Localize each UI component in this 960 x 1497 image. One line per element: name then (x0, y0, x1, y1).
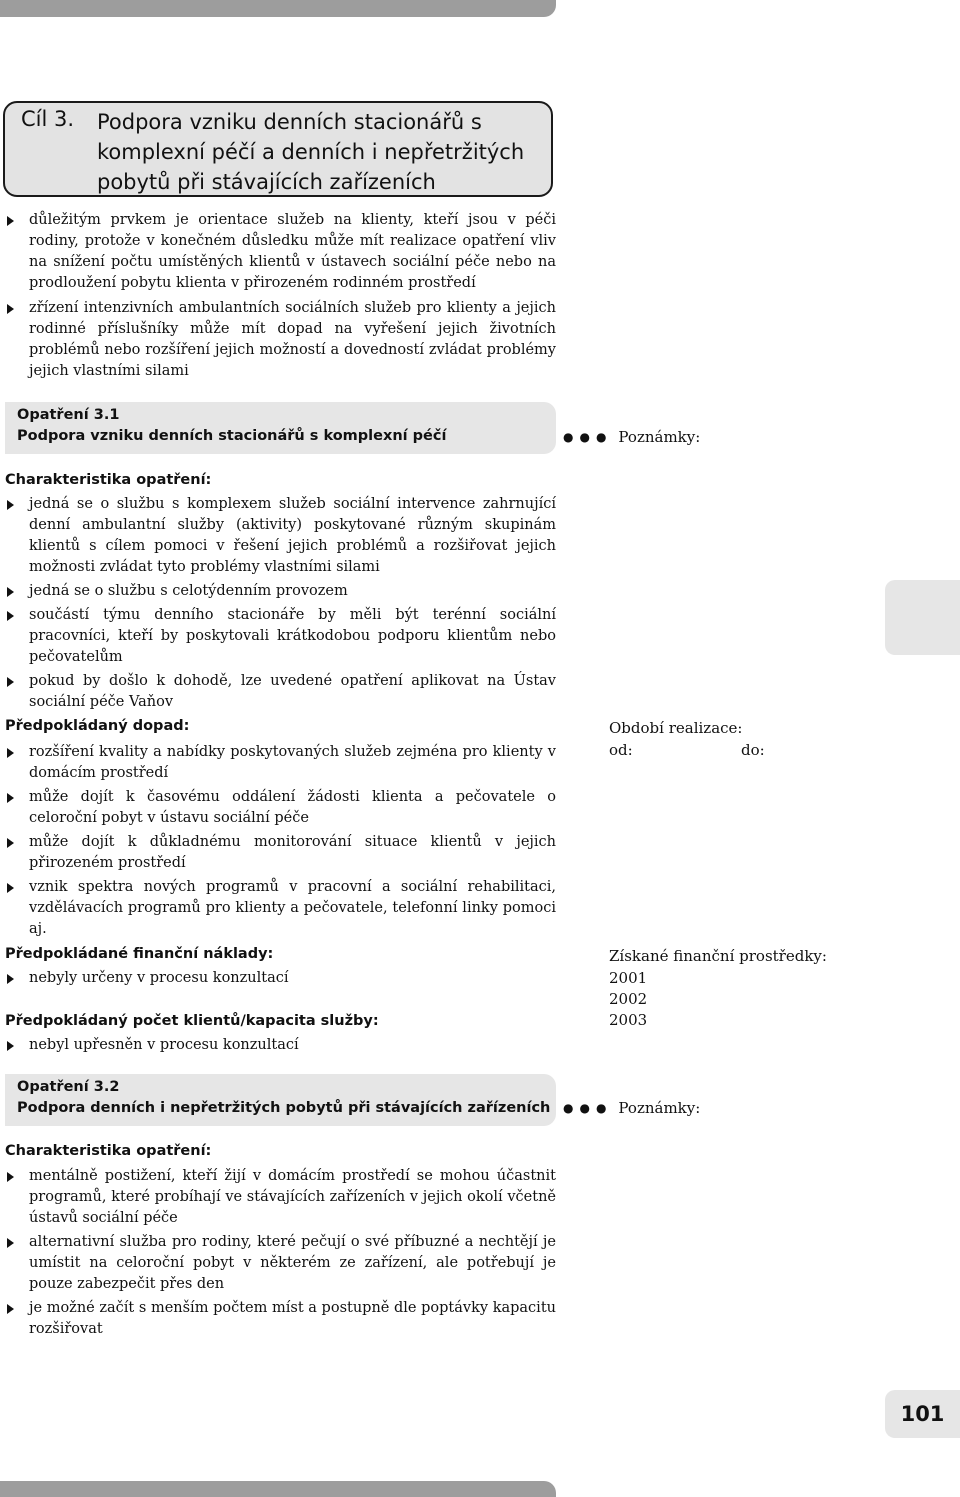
bullet-arrow-icon (7, 974, 14, 984)
bullet-arrow-icon (7, 1238, 14, 1248)
to-label: do: (741, 741, 765, 759)
list-item: nebyly určeny v procesu konzultací (5, 968, 556, 989)
year-2002: 2002 (609, 990, 648, 1008)
bullet-arrow-icon (7, 748, 14, 758)
period-label: Období realizace: (609, 719, 743, 737)
funds-label: Získané finanční prostředky: (609, 947, 827, 965)
bullet-arrow-icon (7, 587, 14, 597)
year-2003: 2003 (609, 1011, 648, 1029)
measure-number: Opatření 3.1 (17, 407, 120, 423)
measure-3-2-header (5, 1074, 556, 1126)
notes-label-2: ●●● Poznámky: (563, 1099, 701, 1117)
dots-icon: ●●● (563, 430, 613, 444)
measure-title: Podpora denních i nepřetržitých pobytů při stávajících zařízeních (17, 1100, 551, 1116)
bullet-arrow-icon (7, 304, 14, 314)
intro-bullet-list (5, 210, 556, 382)
bullet-arrow-icon (7, 216, 14, 226)
list-item: rozšíření kvality a nabídky poskytovaných služeb zejména pro klienty v domácím prostředí (5, 742, 556, 784)
top-decor-bar (0, 0, 556, 17)
bullet-arrow-icon (7, 1304, 14, 1314)
list-item: mentálně postižení, kteří žijí v domácím prostředí se mohou účastnit programů, které probíhají ve stávajících zařízeních v jejich okolí včetně ústavů sociální péče (5, 1166, 556, 1229)
bullet-arrow-icon (7, 611, 14, 621)
goal-label: Cíl 3. (21, 107, 75, 131)
list-item: může dojít k důkladnému monitorování situace klientů v jejich přirozeném prostředí (5, 832, 556, 874)
clients-list (5, 1035, 556, 1056)
clients-heading: Předpokládaný počet klientů/kapacita služby: (5, 1013, 379, 1029)
characteristics-heading: Charakteristika opatření: (5, 1143, 212, 1159)
list-item: vznik spektra nových programů v pracovní a sociální rehabilitaci, vzdělávacích programů pro klienty a pečovatele, telefonní linky pomoci aj. (5, 877, 556, 940)
bullet-arrow-icon (7, 838, 14, 848)
page-number: 101 (885, 1390, 960, 1438)
bullet-arrow-icon (7, 500, 14, 510)
list-item: jedná se o službu s komplexem služeb sociální intervence zahrnující denní ambulantní služby (aktivity) poskytované různým skupinám klientů s cílem pomoci v řešení jejich problémů a rozšiřovat jejich možnosti zvládat tyto problémy vlastními silami (5, 494, 556, 578)
bullet-arrow-icon (7, 793, 14, 803)
list-item: jedná se o službu s celotýdenním provozem (5, 581, 556, 602)
year-2001: 2001 (609, 969, 648, 987)
list-item: může dojít k časovému oddálení žádosti klienta a pečovatele o celoroční pobyt v ústavu sociální péče (5, 787, 556, 829)
list-item: důležitým prvkem je orientace služeb na klienty, kteří jsou v péči rodiny, protože v konečném důsledku může mít realizace opatření vliv na snížení počtu umístěných klientů v ústavech sociální péče nebo na prodloužení pobytu klienta v přirozeném rodinném prostředí (5, 210, 556, 294)
measure-number: Opatření 3.2 (17, 1079, 120, 1095)
costs-list (5, 968, 556, 989)
dots-icon: ●●● (563, 1101, 613, 1115)
costs-heading: Předpokládané finanční náklady: (5, 946, 274, 962)
characteristics-list-2 (5, 1166, 556, 1340)
notes-label-1: ●●● Poznámky: (563, 428, 701, 446)
goal-title: Podpora vzniku denních stacionářů s komplexní péčí a denních i nepřetržitých pobytů při stávajících zařízeních (97, 110, 525, 194)
list-item: nebyl upřesněn v procesu konzultací (5, 1035, 556, 1056)
list-item: pokud by došlo k dohodě, lze uvedené opatření aplikovat na Ústav sociální péče Vaňov (5, 671, 556, 713)
bottom-decor-bar (0, 1481, 556, 1497)
impact-heading: Předpokládaný dopad: (5, 718, 190, 734)
list-item: je možné začít s menším počtem míst a postupně dle poptávky kapacitu rozšiřovat (5, 1298, 556, 1340)
bullet-arrow-icon (7, 883, 14, 893)
bullet-arrow-icon (7, 1041, 14, 1051)
bullet-arrow-icon (7, 677, 14, 687)
goal-header-box (3, 101, 553, 197)
from-label: od: (609, 741, 633, 759)
characteristics-heading: Charakteristika opatření: (5, 472, 212, 488)
measure-title: Podpora vzniku denních stacionářů s komplexní péčí (17, 428, 447, 444)
impact-list (5, 742, 556, 940)
side-tab-decor (885, 580, 960, 655)
list-item: zřízení intenzivních ambulantních sociálních služeb pro klienty a jejich rodinné příslušníky může mít dopad na vyřešení jejich životních problémů nebo rozšíření jejich možností a dovedností zvládat problémy jejich vlastními silami (5, 298, 556, 382)
list-item: součástí týmu denního stacionáře by měli být terénní sociální pracovníci, kteří by poskytovali krátkodobou podporu klientům nebo pečovatelům (5, 605, 556, 668)
list-item: alternativní služba pro rodiny, které pečují o své příbuzné a nechtějí je umístit na celoroční pobyt v některém ze zařízení, ale potřebují je pouze zabezpečit přes den (5, 1232, 556, 1295)
bullet-arrow-icon (7, 1172, 14, 1182)
measure-3-1-header (5, 402, 556, 454)
characteristics-list-1 (5, 494, 556, 713)
